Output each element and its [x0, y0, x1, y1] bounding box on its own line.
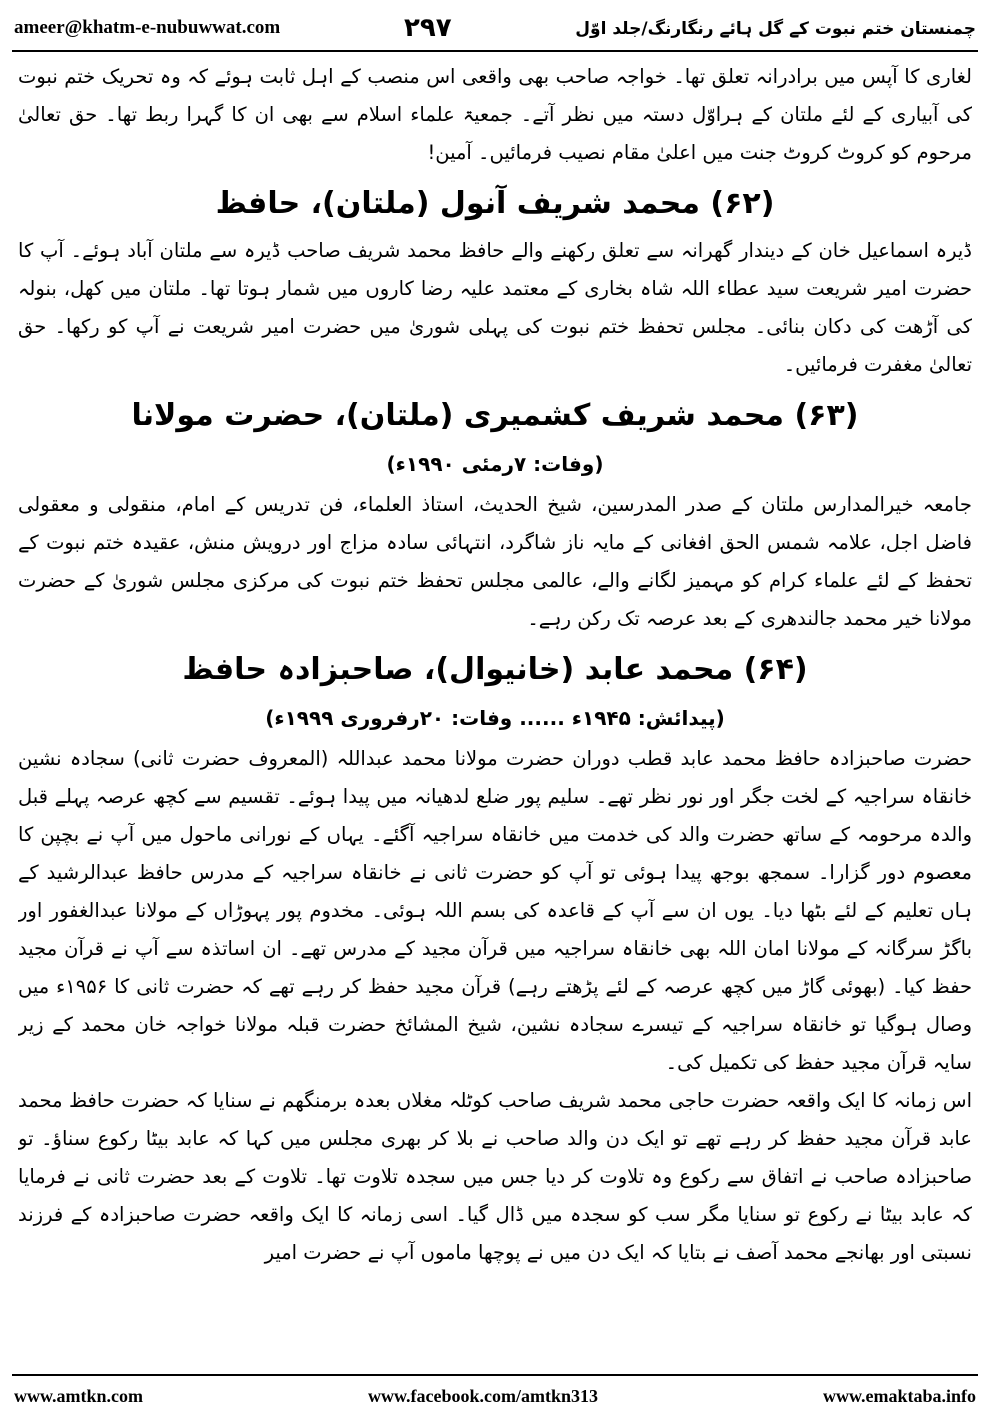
footer-link-emaktaba[interactable]: www.emaktaba.info [822, 1385, 976, 1406]
book-title: چمنستان ختم نبوت کے گل ہائے رنگارنگ/جلد اوّل [575, 18, 976, 39]
page-footer [14, 1380, 976, 1412]
dates-63: (وفات: ۷رمئی ۱۹۹۰ء) [386, 452, 604, 476]
heading-64: (۶۴) محمد عابد (خانیوال)، صاحبزادہ حافظ [182, 652, 808, 687]
header-divider [12, 50, 978, 52]
paragraph-64-anecdote: اس زمانہ کا ایک واقعہ حضرت حاجی محمد شریف صاحب کوٹلہ مغلاں بعدہ برمنگھم نے سنایا کہ حضرت حافظ محمد عابد قرآن مجید حفظ کر رہے تھے تو ایک دن والد صاحب نے بلا کر بھری مجلس میں کہا کہ عابد بیٹا رکوع سناؤ۔ تو صاحبزادہ صاحب نے اتفاق سے رکوع وہ تلاوت کر دیا جس میں سجدہ تلاوت تھا۔ تلاوت کے بعد حضرت ثانی نے فرمایا کہ عابد بیٹا نے رکوع تو سنایا مگر سب کو سجدہ میں ڈال گیا۔ اسی زمانہ کا ایک واقعہ حضرت صاحبزادہ کے فرزند نسبتی اور بھانجے محمد آصف نے بتایا کہ ایک دن میں نے پوچھا ماموں آپ نے حضرت امیر [18, 1089, 972, 1264]
heading-62: (۶۲) محمد شریف آنول (ملتان)، حافظ [215, 186, 775, 221]
paragraph-64: حضرت صاحبزادہ حافظ محمد عابد قطب دوران حضرت مولانا محمد عبداللہ (المعروف حضرت ثانی) سجادہ نشین خانقاہ سراجیہ کے لخت جگر اور نور نظر تھے۔ سلیم پور ضلع لدھیانہ میں پیدا ہوئے۔ تقسیم سے کچھ عرصہ پہلے قبل والدہ مرحومہ کے ساتھ حضرت والد کی خدمت میں خانقاہ سراجیہ آگئے۔ یہاں کے نورانی ماحول میں آپ نے بچپن کا معصوم دور گزارا۔ سمجھ بوجھ پیدا ہوئی تو آپ کو حضرت ثانی نے خانقاہ سراجیہ کے مدرس حافظ عبدالرشید کے ہاں تعلیم کے لئے بٹھا دیا۔ یوں ان سے آپ کے قاعدہ کی بسم اللہ ہوئی۔ مخدوم پور پہوڑاں کے مولانا عبدالغفور اور باگڑ سرگانہ کے مولانا امان اللہ بھی خانقاہ سراجیہ میں قرآن مجید کے مدرس تھے۔ ان اساتذہ سے آپ نے قرآن مجید حفظ کیا۔ (بھوئی گاڑ میں کچھ عرصہ کے لئے پڑھتے رہے) قرآن مجید حفظ کر رہے تھے کہ حضرت ثانی کا ۱۹۵۶ء میں وصال ہوگیا تو خانقاہ سراجیہ کے تیسرے سجادہ نشین، شیخ المشائخ حضرت قبلہ مولانا خواجہ خان محمد کے زیر سایہ قرآن مجید حفظ کی تکمیل کی۔ [18, 747, 972, 1074]
page-number: ۲۹۷ [403, 13, 452, 43]
header-email[interactable]: ameer@khatm-e-nubuwwat.com [14, 17, 281, 38]
footer-link-amtkn[interactable]: www.amtkn.com [14, 1385, 143, 1406]
heading-63: (۶۳) محمد شریف کشمیری (ملتان)، حضرت مولانا [131, 398, 859, 433]
dates-64: (پیدائش: ۱۹۴۵ء ...... وفات: ۲۰رفروری ۱۹۹۹ء) [265, 706, 725, 730]
footer-divider [12, 1374, 978, 1376]
page-body [18, 58, 972, 1368]
paragraph-62: ڈیرہ اسماعیل خان کے دیندار گھرانہ سے تعلق رکھنے والے حافظ محمد شریف صاحب ڈیرہ سے ملتان آباد ہوئے۔ آپ کا حضرت امیر شریعت سید عطاء اللہ شاہ بخاری کے معتمد علیہ رضا کاروں میں شمار ہوتا تھا۔ ملتان میں کھل، بنولہ کی آڑھت کی دکان بنائی۔ مجلس تحفظ ختم نبوت کی پہلی شوریٰ میں حضرت امیر شریعت نے آپ کو رکھا۔ حق تعالیٰ مغفرت فرمائیں۔ [18, 239, 972, 376]
footer-link-facebook[interactable]: www.facebook.com/amtkn313 [367, 1385, 598, 1406]
paragraph-intro: لغاری کا آپس میں برادرانہ تعلق تھا۔ خواجہ صاحب بھی واقعی اس منصب کے اہل ثابت ہوئے کہ وہ تحریک ختم نبوت کی آبیاری کے لئے ملتان کے ہراوّل دستہ میں نظر آتے۔ جمعیۃ علماء اسلام سے بھی ان کا گہرا ربط تھا۔ حق تعالیٰ مرحوم کو کروٹ کروٹ جنت میں اعلیٰ مقام نصیب فرمائیں۔ آمین! [18, 65, 972, 164]
page-header [14, 8, 976, 48]
paragraph-63: جامعہ خیرالمدارس ملتان کے صدر المدرسین، شیخ الحدیث، استاذ العلماء، فن تدریس کے امام، منقولی و معقولی فاضل اجل، علامہ شمس الحق افغانی کے مایہ ناز شاگرد، انتہائی سادہ مزاج اور درویش منش، عقیدہ ختم نبوت کے تحفظ کے لئے علماء کرام کو مہمیز لگانے والے، عالمی مجلس تحفظ ختم نبوت کی مرکزی مجلس شوریٰ کے حضرت مولانا خیر محمد جالندھری کے بعد عرصہ تک رکن رہے۔ [18, 493, 972, 630]
